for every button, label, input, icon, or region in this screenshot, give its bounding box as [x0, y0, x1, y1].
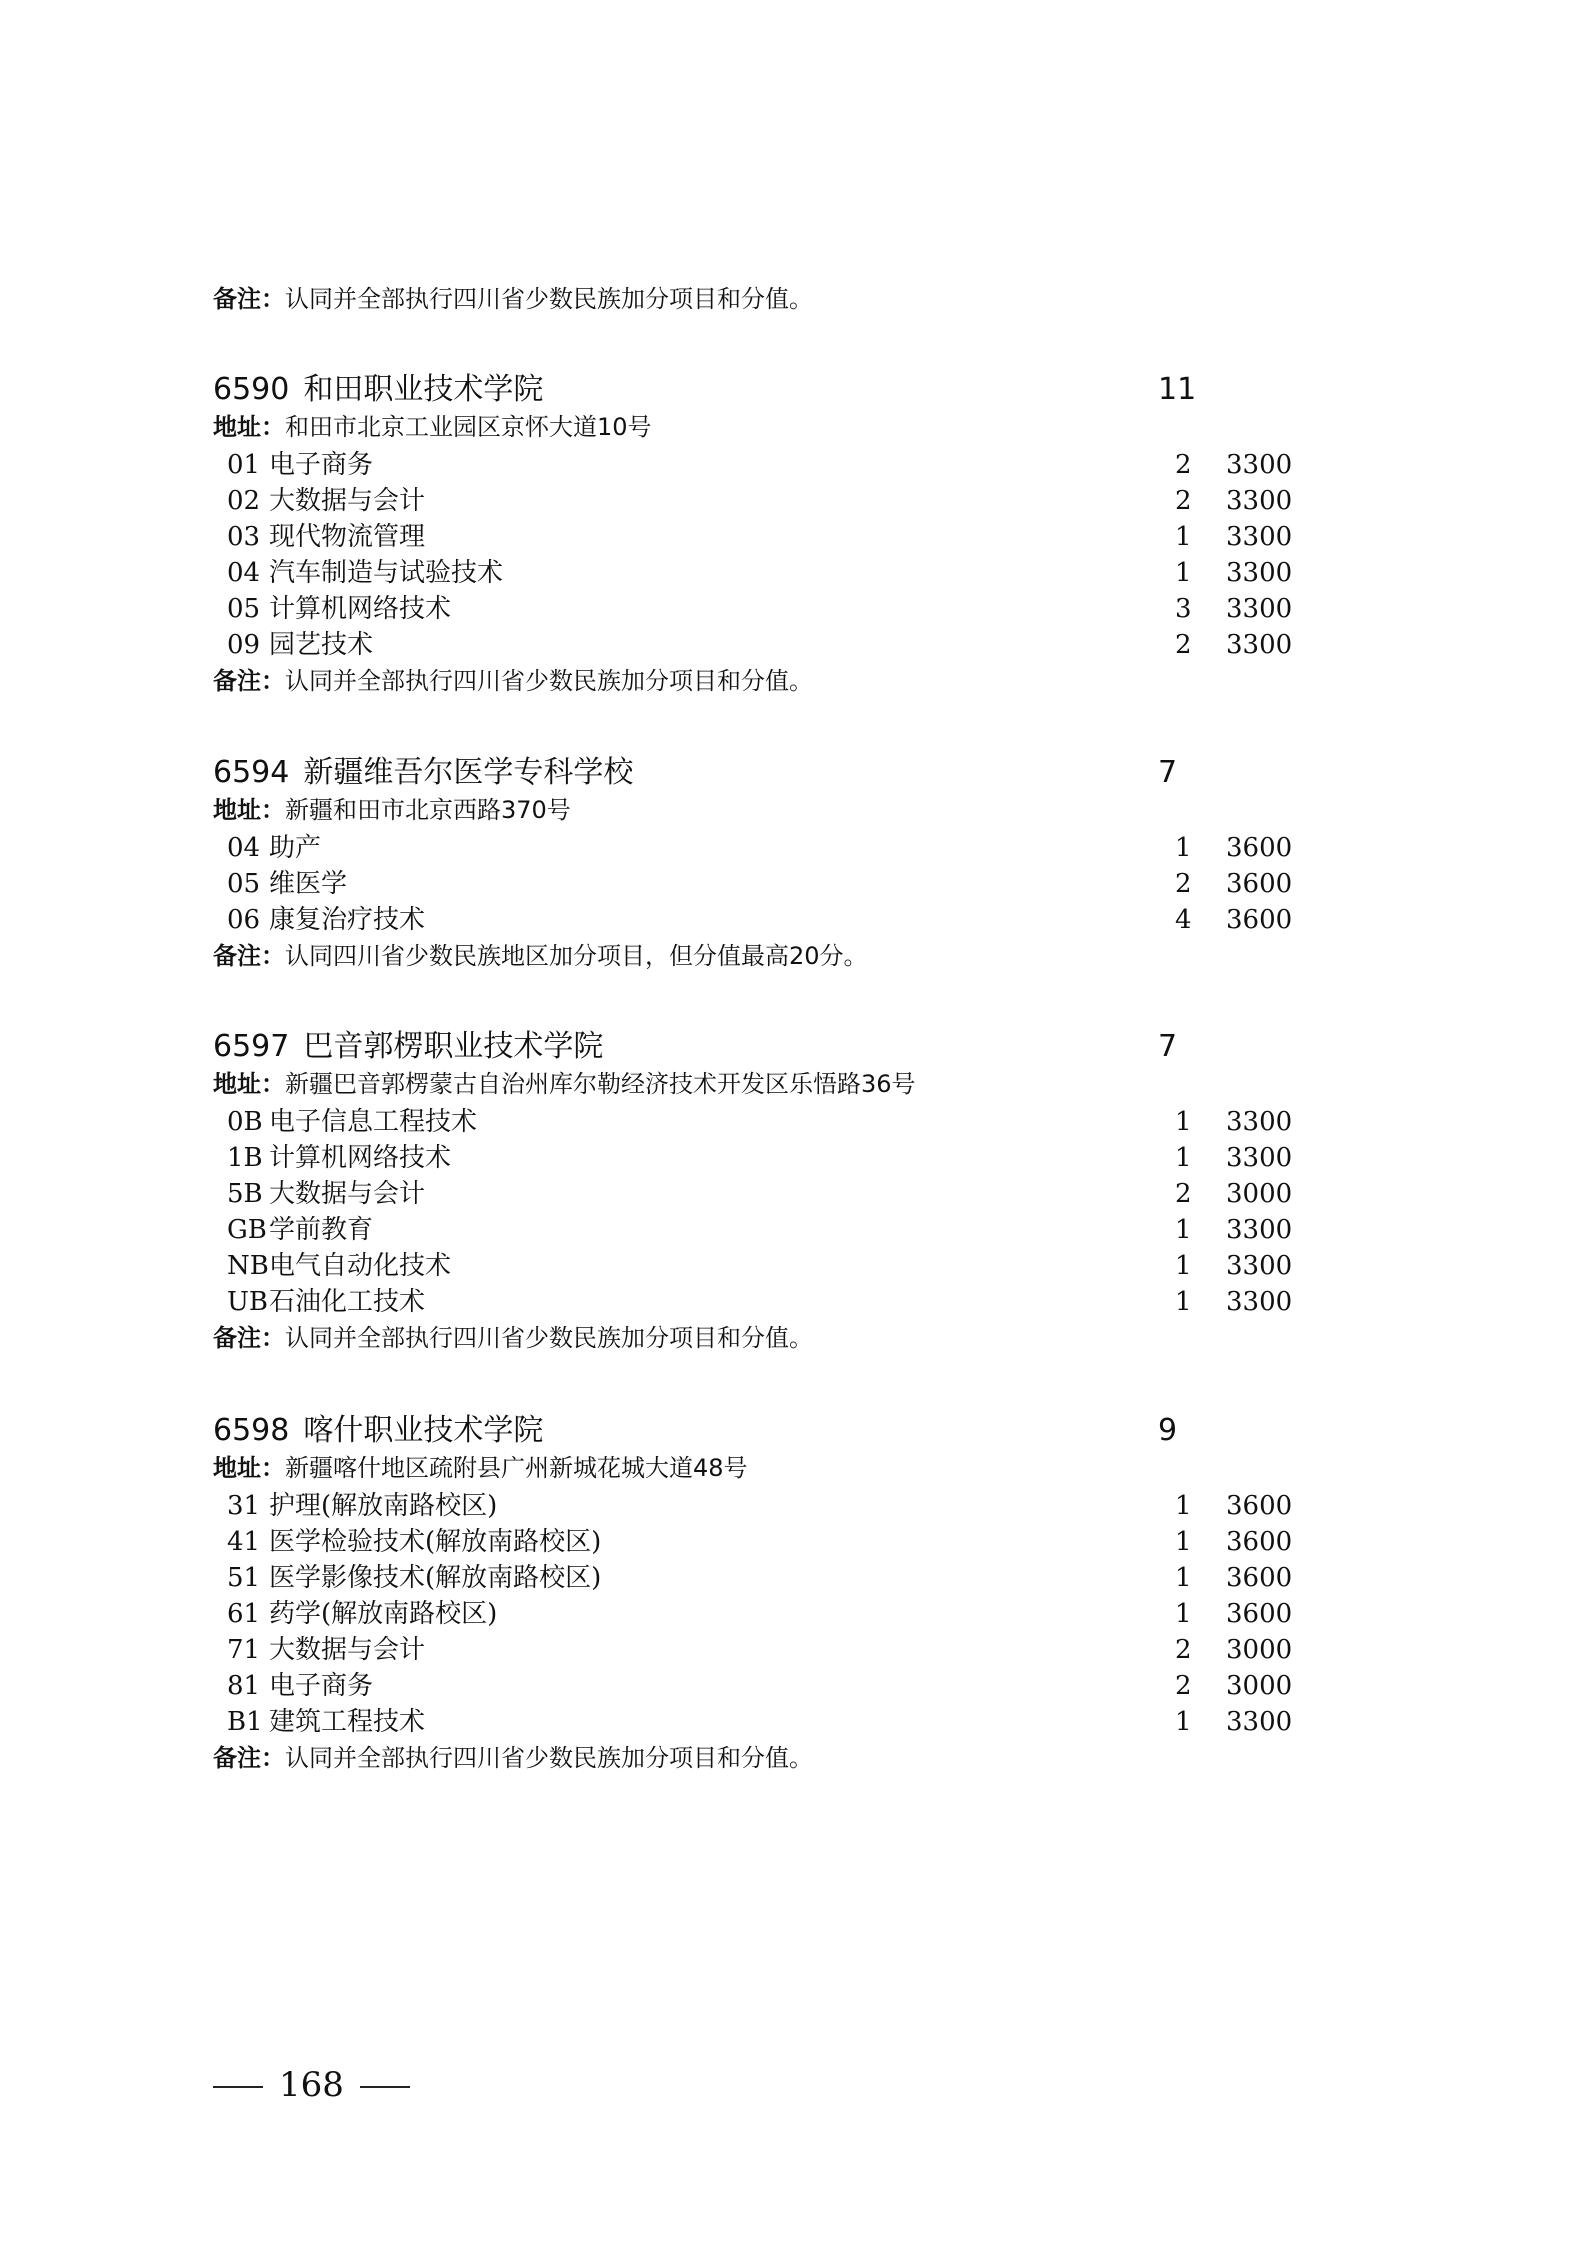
note-label: 备注： — [213, 285, 285, 313]
school-name: 新疆维吾尔医学专科学校 — [303, 755, 634, 790]
school-name: 喀什职业技术学院 — [303, 1413, 544, 1448]
major-row — [213, 483, 1313, 519]
major-fee: 3600 — [1226, 1491, 1293, 1521]
major-code: 71 — [227, 1635, 261, 1665]
school-heading — [213, 370, 1313, 410]
major-code: 05 — [227, 594, 261, 624]
major-row — [213, 866, 1313, 902]
major-name: 计算机网络技术 — [269, 1143, 452, 1173]
school-code: 6598 — [213, 1413, 290, 1448]
address-label: 地址： — [213, 413, 285, 441]
note-text: 认同并全部执行四川省少数民族加分项目和分值。 — [285, 1324, 813, 1352]
note-text: 认同并全部执行四川省少数民族加分项目和分值。 — [285, 285, 813, 313]
major-name: 助产 — [269, 833, 322, 863]
major-name: 建筑工程技术 — [269, 1707, 426, 1737]
major-row — [213, 1140, 1313, 1176]
major-code: 51 — [227, 1563, 261, 1593]
school-heading — [213, 1411, 1313, 1451]
major-code: 0B — [227, 1107, 263, 1137]
major-code: 02 — [227, 486, 261, 516]
major-code: NB — [227, 1251, 269, 1281]
major-name: 园艺技术 — [269, 630, 374, 660]
major-plan: 1 — [1175, 522, 1192, 552]
school-code: 6597 — [213, 1029, 290, 1064]
major-fee: 3300 — [1226, 1107, 1293, 1137]
major-row — [213, 447, 1313, 483]
major-code: B1 — [227, 1707, 263, 1737]
major-fee: 3000 — [1226, 1635, 1293, 1665]
major-plan: 4 — [1175, 905, 1192, 935]
major-plan: 1 — [1175, 833, 1192, 863]
major-name: 医学影像技术(解放南路校区) — [269, 1563, 602, 1593]
major-name: 电子商务 — [269, 1671, 374, 1701]
major-name: 护理(解放南路校区) — [269, 1491, 498, 1521]
major-fee: 3300 — [1226, 630, 1293, 660]
school-code: 6590 — [213, 372, 290, 407]
major-code: 41 — [227, 1527, 261, 1557]
major-name: 医学检验技术(解放南路校区) — [269, 1527, 602, 1557]
major-name: 维医学 — [269, 869, 348, 899]
major-fee: 3600 — [1226, 905, 1293, 935]
major-fee: 3300 — [1226, 1287, 1293, 1317]
major-row — [213, 1248, 1313, 1284]
major-code: 05 — [227, 869, 261, 899]
major-name: 康复治疗技术 — [269, 905, 426, 935]
major-fee: 3300 — [1226, 1143, 1293, 1173]
school-total: 11 — [1158, 372, 1197, 407]
major-plan: 1 — [1175, 1707, 1192, 1737]
note-label: 备注： — [213, 1744, 285, 1772]
major-name: 电气自动化技术 — [269, 1251, 452, 1281]
major-fee: 3600 — [1226, 1599, 1293, 1629]
school-total: 7 — [1158, 1029, 1178, 1064]
address-text: 新疆巴音郭楞蒙古自治州库尔勒经济技术开发区乐悟路36号 — [285, 1070, 916, 1098]
note-text: 认同四川省少数民族地区加分项目，但分值最高20分。 — [285, 942, 868, 970]
major-plan: 1 — [1175, 1527, 1192, 1557]
major-code: 5B — [227, 1179, 263, 1209]
major-plan: 2 — [1175, 1179, 1192, 1209]
address-text: 和田市北京工业园区京怀大道10号 — [285, 413, 652, 441]
major-row — [213, 1212, 1313, 1248]
major-name: 电子商务 — [269, 450, 374, 480]
major-row — [213, 1284, 1313, 1320]
major-row — [213, 1104, 1313, 1140]
footer-dash-right — [360, 2086, 410, 2088]
major-row — [213, 830, 1313, 866]
major-plan: 3 — [1175, 594, 1192, 624]
major-plan: 1 — [1175, 1599, 1192, 1629]
major-code: 09 — [227, 630, 261, 660]
major-fee: 3000 — [1226, 1671, 1293, 1701]
note-label: 备注： — [213, 667, 285, 695]
major-row — [213, 1668, 1313, 1704]
address-text: 新疆和田市北京西路370号 — [285, 796, 571, 824]
major-plan: 2 — [1175, 1671, 1192, 1701]
school-address — [213, 1068, 916, 1100]
major-plan: 1 — [1175, 1491, 1192, 1521]
major-code: 1B — [227, 1143, 263, 1173]
major-name: 大数据与会计 — [269, 486, 426, 516]
school-total: 9 — [1158, 1413, 1178, 1448]
page-number: 168 — [279, 2065, 344, 2105]
major-plan: 1 — [1175, 1251, 1192, 1281]
major-plan: 2 — [1175, 486, 1192, 516]
major-name: 大数据与会计 — [269, 1635, 426, 1665]
major-code: 61 — [227, 1599, 261, 1629]
note-text: 认同并全部执行四川省少数民族加分项目和分值。 — [285, 1744, 813, 1772]
major-row — [213, 591, 1313, 627]
address-label: 地址： — [213, 1070, 285, 1098]
major-row — [213, 1176, 1313, 1212]
major-plan: 1 — [1175, 1563, 1192, 1593]
major-code: 06 — [227, 905, 261, 935]
major-plan: 2 — [1175, 1635, 1192, 1665]
major-code: 04 — [227, 558, 261, 588]
major-fee: 3300 — [1226, 594, 1293, 624]
school-address — [213, 1452, 748, 1484]
note-text: 认同并全部执行四川省少数民族加分项目和分值。 — [285, 667, 813, 695]
school-name: 巴音郭楞职业技术学院 — [303, 1029, 604, 1064]
school-heading — [213, 1027, 1313, 1067]
major-code: 31 — [227, 1491, 261, 1521]
major-row — [213, 627, 1313, 663]
major-code: 04 — [227, 833, 261, 863]
major-plan: 2 — [1175, 450, 1192, 480]
school-note — [213, 665, 813, 697]
major-plan: 1 — [1175, 1107, 1192, 1137]
major-plan: 2 — [1175, 869, 1192, 899]
school-total: 7 — [1158, 755, 1178, 790]
major-fee: 3600 — [1226, 869, 1293, 899]
major-code: GB — [227, 1215, 267, 1245]
major-name: 电子信息工程技术 — [269, 1107, 478, 1137]
major-code: UB — [227, 1287, 269, 1317]
major-plan: 1 — [1175, 1143, 1192, 1173]
major-code: 03 — [227, 522, 261, 552]
major-code: 81 — [227, 1671, 261, 1701]
major-name: 石油化工技术 — [269, 1287, 426, 1317]
major-plan: 1 — [1175, 558, 1192, 588]
major-name: 汽车制造与试验技术 — [269, 558, 504, 588]
school-note — [213, 1322, 813, 1354]
major-plan: 1 — [1175, 1215, 1192, 1245]
major-fee: 3000 — [1226, 1179, 1293, 1209]
major-fee: 3300 — [1226, 486, 1293, 516]
school-note — [213, 1742, 813, 1774]
address-text: 新疆喀什地区疏附县广州新城花城大道48号 — [285, 1454, 748, 1482]
address-label: 地址： — [213, 796, 285, 824]
address-label: 地址： — [213, 1454, 285, 1482]
major-row — [213, 1560, 1313, 1596]
major-fee: 3300 — [1226, 450, 1293, 480]
school-note — [213, 940, 868, 972]
major-fee: 3600 — [1226, 1563, 1293, 1593]
top-note — [213, 283, 813, 315]
page-footer — [213, 2063, 410, 2107]
major-name: 学前教育 — [269, 1215, 374, 1245]
major-name: 计算机网络技术 — [269, 594, 452, 624]
major-row — [213, 1704, 1313, 1740]
major-row — [213, 1632, 1313, 1668]
school-heading — [213, 753, 1313, 793]
major-fee: 3300 — [1226, 522, 1293, 552]
major-row — [213, 1596, 1313, 1632]
major-fee: 3300 — [1226, 1251, 1293, 1281]
footer-dash-left — [213, 2086, 263, 2088]
major-fee: 3300 — [1226, 1215, 1293, 1245]
major-name: 大数据与会计 — [269, 1179, 426, 1209]
major-row — [213, 1524, 1313, 1560]
major-row — [213, 555, 1313, 591]
major-fee: 3600 — [1226, 833, 1293, 863]
note-label: 备注： — [213, 942, 285, 970]
school-code: 6594 — [213, 755, 290, 790]
major-plan: 1 — [1175, 1287, 1192, 1317]
major-row — [213, 1488, 1313, 1524]
major-name: 现代物流管理 — [269, 522, 426, 552]
school-name: 和田职业技术学院 — [303, 372, 544, 407]
major-fee: 3300 — [1226, 558, 1293, 588]
major-fee: 3600 — [1226, 1527, 1293, 1557]
school-address — [213, 794, 571, 826]
major-fee: 3300 — [1226, 1707, 1293, 1737]
major-code: 01 — [227, 450, 261, 480]
note-label: 备注： — [213, 1324, 285, 1352]
major-row — [213, 519, 1313, 555]
major-name: 药学(解放南路校区) — [269, 1599, 498, 1629]
school-address — [213, 411, 652, 443]
major-row — [213, 902, 1313, 938]
major-plan: 2 — [1175, 630, 1192, 660]
